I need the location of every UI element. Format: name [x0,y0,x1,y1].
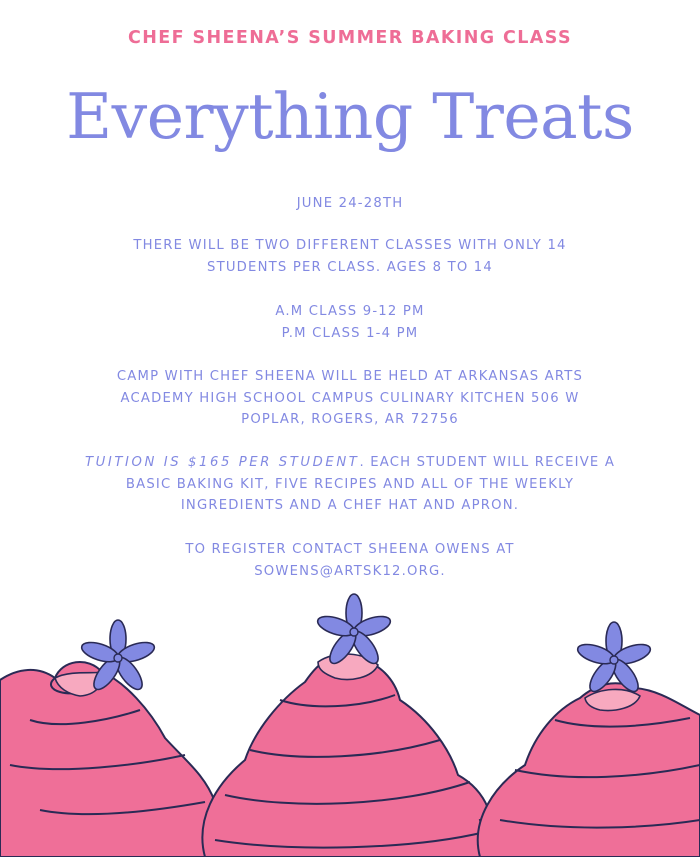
flyer-kicker: CHEF SHEENA’S SUMMER BAKING CLASS [128,28,572,48]
tuition-line: BASIC BAKING KIT, FIVE RECIPES AND ALL OF THE WEEKLY [125,476,575,492]
cupcake-icon [0,620,225,857]
am-class-time: A.M CLASS 9-12 PM [275,304,425,319]
pm-class-time: P.M CLASS 1-4 PM [281,325,419,341]
cupcake-icon [202,594,493,857]
classes-info-line: THERE WILL BE TWO DIFFERENT CLASSES WITH ONLY 14 [133,238,567,253]
tuition-line [0,452,700,474]
classes-info-line: STUDENTS PER CLASS. AGES 8 TO 14 [207,259,493,275]
class-dates-text: JUNE 24-28TH [296,196,404,211]
camp-location [0,366,700,431]
tuition-info [0,452,700,517]
tuition-line-rest: . EACH STUDENT WILL RECEIVE A [359,455,616,470]
tuition-line: INGREDIENTS AND A CHEF HAT AND APRON. [180,498,520,513]
class-dates [0,193,700,215]
location-line: ACADEMY HIGH SCHOOL CAMPUS CULINARY KITCHEN 506 W [120,390,580,406]
page-title: Everything Treats [66,80,634,153]
tuition-price: TUITION IS $165 PER STUDENT [84,455,360,470]
cupcake-icon [478,622,700,857]
registration-line: TO REGISTER CONTACT SHEENA OWENS AT [185,542,515,557]
registration-email: SOWENS@ARTSK12.ORG. [254,563,446,579]
classes-info [0,235,700,278]
cupcakes-illustration [0,570,700,857]
location-line: POPLAR, ROGERS, AR 72756 [241,412,459,427]
location-line: CAMP WITH CHEF SHEENA WILL BE HELD AT ARKANSAS ARTS [116,369,584,384]
class-times [0,301,700,344]
